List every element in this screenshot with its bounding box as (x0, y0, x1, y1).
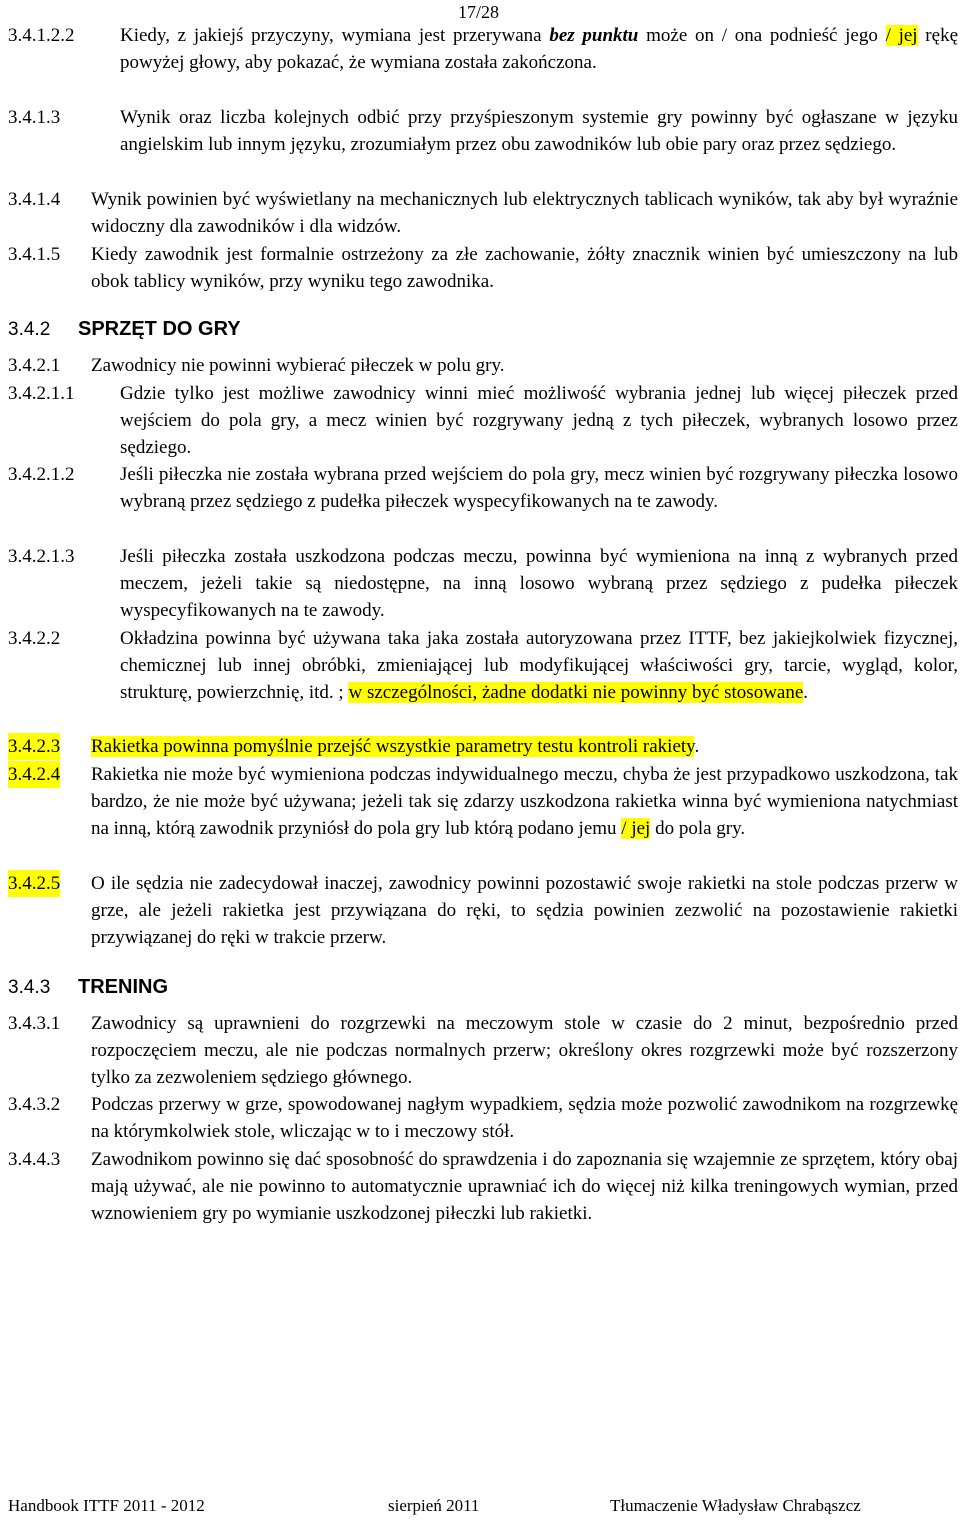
paragraph-item (8, 104, 958, 158)
paragraph-text (91, 1091, 958, 1145)
page-footer (0, 1496, 960, 1518)
paragraph-item (8, 1010, 958, 1091)
footer-left: Handbook ITTF 2011 - 2012 (8, 1496, 205, 1515)
text-segment: Zawodnicy nie powinni wybierać piłeczek w polu gry. (91, 355, 505, 376)
footer-right: Tłumaczenie Władysław Chrabąszcz (610, 1496, 861, 1515)
paragraph-text (120, 543, 958, 624)
paragraph-number: 3.4.1.4 (8, 189, 61, 210)
text-segment: może on / ona podnieść jego (638, 25, 886, 46)
text-segment: Wynik powinien być wyświetlany na mechanicznych lub elektrycznych tablicach wyników, tak aby był wyraźnie widoczny dla zawodników i dla widzów. (91, 189, 958, 237)
highlighted-text: / jej (621, 818, 651, 839)
text-segment: Zawodnicy są uprawnieni do rozgrzewki na meczowym stole w czasie do 2 minut, bezpośrednio przed rozpoczęciem meczu, ale nie podczas normalnych przerw; określony okres rozgrzewki może być rozszerzony tylko za zezwoleniem sędziego głównego. (91, 1013, 958, 1088)
text-segment: rękę powyżej głowy, aby pokazać, że wymiana została zakończona. (120, 25, 958, 73)
paragraph-number: 3.4.3.2 (8, 1094, 61, 1115)
paragraph-number: 3.4.3.1 (8, 1013, 61, 1034)
section-number: 3.4.2 (8, 319, 51, 340)
paragraph-item (8, 352, 958, 379)
paragraph-text (120, 625, 958, 706)
section-heading (8, 974, 168, 1001)
paragraph-number: 3.4.2.1.2 (8, 464, 75, 485)
text-segment: Podczas przerwy w grze, spowodowanej nagłym wypadkiem, sędzia może pozwolić zawodnikom na rozgrzewkę na którymkolwiek stole, wliczając w to i meczowy stół. (91, 1094, 958, 1142)
section-title: TRENING (78, 976, 168, 998)
paragraph-item (8, 1091, 958, 1145)
paragraph-text (120, 22, 958, 76)
text-segment: do pola gry. (650, 818, 746, 839)
paragraph-number: 3.4.2.2 (8, 628, 61, 649)
section-heading (8, 316, 241, 343)
section-title: SPRZĘT DO GRY (78, 318, 241, 340)
paragraph-number: 3.4.2.1.1 (8, 383, 75, 404)
paragraph-number: 3.4.2.3 (8, 733, 60, 760)
text-segment: Wynik oraz liczba kolejnych odbić przy przyśpieszonym systemie gry powinny być ogłaszane w języku angielskim lub innym języku, zrozumiałym przez obu zawodników lub obie pary oraz przez sędziego. (120, 107, 958, 155)
paragraph-number: 3.4.1.2.2 (8, 25, 75, 46)
emphasized-text: bez punktu (549, 25, 639, 46)
text-segment: Jeśli piłeczka nie została wybrana przed wejściem do pola gry, mecz winien być rozgrywany piłeczka losowo wybraną przez sędziego z pudełka piłeczek wyspecyfikowanych na te zawody. (120, 464, 958, 512)
paragraph-item (8, 543, 958, 624)
paragraph-number: 3.4.4.3 (8, 1149, 61, 1170)
text-segment: Rakietka nie może być wymieniona podczas indywidualnego meczu, chyba że jest przypadkowo uszkodzona, tak bardzo, że nie może być używana; jeżeli tak się zdarzy uszkodzona rakietka winna być wymieniona natychmiast na inną, którą zawodnik przyniósł do pola gry lub którą podano jemu (91, 764, 958, 839)
paragraph-item (8, 186, 958, 240)
paragraph-text (120, 461, 958, 515)
text-segment: O ile sędzia nie zadecydował inaczej, zawodnicy powinni pozostawić swoje rakietki na stole podczas przerw w grze, ale jeżeli rakietka jest przywiązana do ręki, to sędzia powinien zezwolić na pozostawienie rakietki przywiązanej do ręki w trakcie przerw. (91, 873, 958, 948)
highlighted-text: / jej (885, 25, 918, 46)
page-number: 17/28 (458, 2, 500, 22)
paragraph-text (91, 761, 958, 842)
paragraph-text (120, 104, 958, 158)
text-segment: Kiedy zawodnik jest formalnie ostrzeżony za złe zachowanie, żółty znacznik winien być umieszczony na lub obok tablicy wyników, przy wyniku tego zawodnika. (91, 244, 958, 292)
paragraph-text (91, 1010, 958, 1091)
footer-center: sierpień 2011 (388, 1496, 480, 1515)
text-segment: . (803, 682, 809, 703)
paragraph-item (8, 733, 958, 760)
paragraph-item (8, 380, 958, 461)
paragraph-item (8, 22, 958, 76)
paragraph-item (8, 870, 958, 951)
text-segment: Zawodnikom powinno się dać sposobność do sprawdzenia i do zapoznania się wzajemnie ze sprzętem, który obaj mają używać, ale nie powinno to automatycznie uprawniać ich do więcej niż kilka treningowych wymian, przed wznowieniem gry po wymianie uszkodzonej piłeczki lub rakietki. (91, 1149, 958, 1224)
paragraph-number: 3.4.1.5 (8, 244, 61, 265)
text-segment: Jeśli piłeczka została uszkodzona podczas meczu, powinna być wymieniona na inną z wybranych przed meczem, jeżeli takie są niedostępne, na inną losowo wybraną przez sędziego z pudełka piłeczek wyspecyfikowanych na te zawody. (120, 546, 958, 621)
text-segment: . (694, 736, 700, 757)
paragraph-text (120, 380, 958, 461)
text-segment: Kiedy, z jakiejś przyczyny, wymiana jest przerywana (120, 25, 550, 46)
paragraph-text (91, 870, 958, 951)
paragraph-number: 3.4.2.1 (8, 355, 61, 376)
section-number: 3.4.3 (8, 977, 51, 998)
highlighted-text: Rakietka powinna pomyślnie przejść wszystkie parametry testu kontroli rakiety (91, 736, 695, 757)
paragraph-text (91, 733, 958, 760)
paragraph-item (8, 1146, 958, 1227)
paragraph-text (91, 352, 958, 379)
text-segment: Gdzie tylko jest możliwe zawodnicy winni mieć możliwość wybrania jednej lub więcej piłeczek przed wejściem do pola gry, a mecz winien być rozgrywany jedną z tych piłeczek, wybranych losowo przez sędziego. (120, 383, 958, 458)
paragraph-number: 3.4.1.3 (8, 107, 61, 128)
highlighted-text: w szczególności, żadne dodatki nie powinny być stosowane (348, 682, 804, 703)
paragraph-number: 3.4.2.5 (8, 870, 60, 897)
paragraph-item (8, 625, 958, 706)
paragraph-text (91, 186, 958, 240)
paragraph-text (91, 1146, 958, 1227)
paragraph-item (8, 761, 958, 842)
text-segment: Okładzina powinna być używana taka jaka została autoryzowana przez ITTF, bez jakiejkolwiek fizycznej, chemicznej lub innej obróbki, zmieniającej lub modyfikującej właściwości gry, tarcie, wygląd, kolor, strukturę, powierzchnię, itd. ; (120, 628, 958, 703)
paragraph-item (8, 241, 958, 295)
paragraph-number: 3.4.2.1.3 (8, 546, 75, 567)
paragraph-text (91, 241, 958, 295)
paragraph-item (8, 461, 958, 515)
paragraph-number: 3.4.2.4 (8, 761, 60, 788)
